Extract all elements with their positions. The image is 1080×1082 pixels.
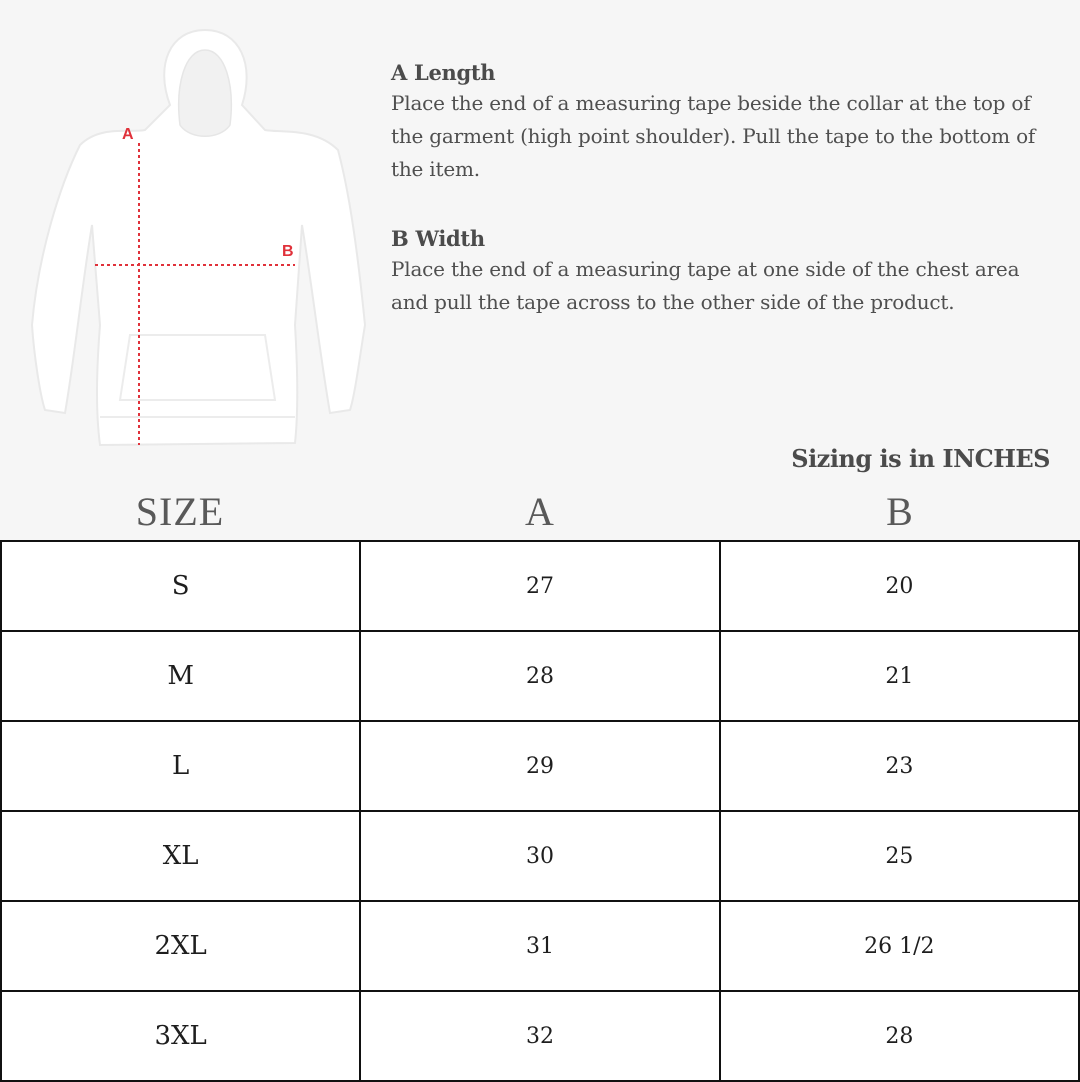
- size-table: [0, 540, 1080, 1082]
- header-b: B: [886, 489, 914, 534]
- length-cell: 27: [360, 541, 719, 631]
- table-header: [0, 488, 1080, 540]
- table-row: [1, 811, 1079, 901]
- hoodie-icon: [20, 25, 370, 455]
- header-a: A: [525, 489, 555, 534]
- width-cell: 28: [720, 991, 1079, 1081]
- size-cell: 3XL: [1, 991, 360, 1081]
- width-instructions: Place the end of a measuring tape at one side of the chest area and pull the tape across to the other side of the product.: [391, 257, 1020, 314]
- size-cell: XL: [1, 811, 360, 901]
- size-cell: 2XL: [1, 901, 360, 991]
- header-size: SIZE: [135, 489, 225, 534]
- size-cell: S: [1, 541, 360, 631]
- width-cell: 26 1/2: [720, 901, 1079, 991]
- width-cell: 21: [720, 631, 1079, 721]
- table-row: [1, 901, 1079, 991]
- width-guide: [391, 226, 1061, 319]
- width-cell: 25: [720, 811, 1079, 901]
- length-title: A Length: [391, 60, 496, 85]
- length-cell: 28: [360, 631, 719, 721]
- length-guide: [391, 60, 1061, 186]
- length-cell: 30: [360, 811, 719, 901]
- length-instructions: Place the end of a measuring tape beside the collar at the top of the garment (high point shoulder). Pull the tape to the bottom of the item.: [391, 91, 1036, 181]
- table-row: [1, 991, 1079, 1081]
- width-title: B Width: [391, 226, 485, 251]
- unit-note: Sizing is in INCHES: [791, 444, 1050, 473]
- size-cell: L: [1, 721, 360, 811]
- hoodie-illustration: [20, 25, 370, 455]
- label-a: A: [122, 126, 134, 143]
- size-cell: M: [1, 631, 360, 721]
- length-cell: 32: [360, 991, 719, 1081]
- width-cell: 20: [720, 541, 1079, 631]
- table-row: [1, 541, 1079, 631]
- length-cell: 29: [360, 721, 719, 811]
- width-cell: 23: [720, 721, 1079, 811]
- table-row: [1, 721, 1079, 811]
- label-b: B: [282, 243, 294, 260]
- table-row: [1, 631, 1079, 721]
- length-cell: 31: [360, 901, 719, 991]
